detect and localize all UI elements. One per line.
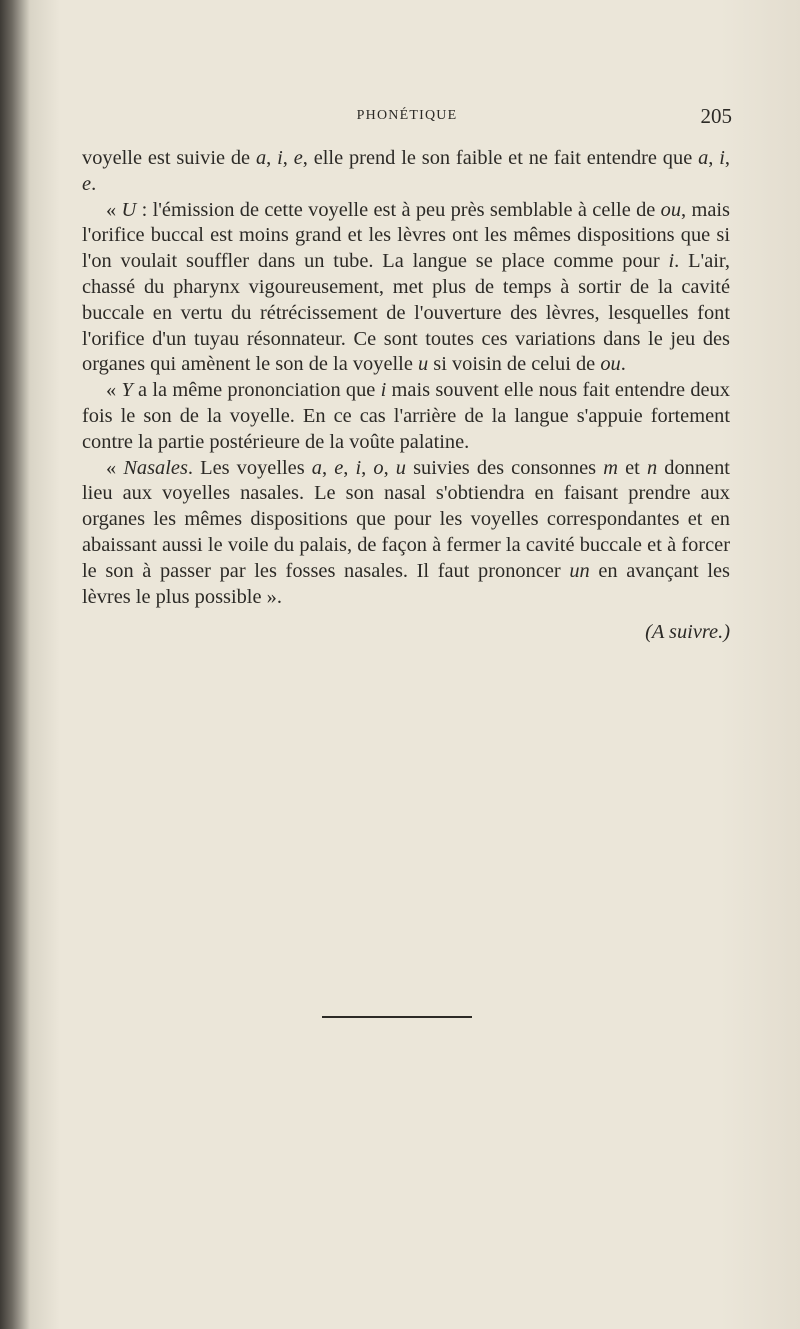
- page-header: [82, 104, 732, 132]
- to-be-continued: (A suivre.): [645, 621, 730, 644]
- paragraph-continuation: [82, 146, 730, 198]
- text-run: , mais l'orifice buccal est moins grand et les lèvres ont les mêmes dispositions que si l'on voulait souffler dans un tube. La langue se place comme pour: [82, 198, 730, 273]
- text-run: ,: [282, 147, 294, 169]
- text-run: ,: [383, 456, 396, 479]
- text-run: ,: [708, 147, 720, 169]
- text-run: voyelle est suivie de: [82, 147, 256, 169]
- vowel-e: e: [82, 172, 92, 195]
- quote-mark: «: [106, 198, 122, 221]
- vowel-a: a: [311, 456, 322, 479]
- paragraph-nasales: [82, 456, 730, 611]
- body-text: [82, 146, 730, 646]
- text-run: .: [91, 172, 97, 195]
- text-run: . Les voyelles: [187, 456, 312, 479]
- consonant-m: m: [603, 456, 618, 479]
- vowel-e: e: [334, 456, 344, 479]
- term-u: u: [417, 353, 429, 376]
- text-run: a la même prononciation que: [132, 379, 381, 402]
- text-run: : l'émission de cette voyelle est à peu près semblable à celle de: [136, 198, 661, 221]
- text-run: ,: [343, 456, 356, 479]
- term-i: i: [668, 250, 675, 273]
- vowel-i: i: [355, 456, 362, 479]
- text-run: suivies des consonnes: [405, 456, 604, 479]
- term-ou: ou: [600, 353, 621, 376]
- letter-u: U: [121, 198, 137, 221]
- letter-y: Y: [121, 379, 133, 402]
- page-number: 205: [700, 104, 732, 128]
- vowel-a: a: [255, 147, 267, 169]
- text-run: , elle prend le son faible et ne fait entendre que: [302, 147, 699, 169]
- vowel-o: o: [373, 456, 384, 479]
- text-run: ,: [321, 456, 335, 479]
- vowel-i: i: [277, 147, 283, 169]
- text-run: en avançant les lèvres le plus possible ».: [82, 559, 730, 608]
- term-ou: ou: [660, 198, 682, 221]
- section-title-nasales: Nasales: [123, 456, 188, 479]
- text-run: ,: [724, 147, 730, 169]
- text-run: donnent lieu aux voyelles nasales. Le son nasal s'obtiendra en faisant prendre aux organes les mêmes dispositions que pour les voyelles correspondantes et en abaissant aussi le voile du palais, de façon à fermer la cavité buccale et à forcer le son à passer par les fosses nasales. Il faut prononcer: [82, 456, 730, 582]
- text-run: mais souvent elle nous fait entendre deux fois le son de la voyelle. En ce cas l'arrière de la langue s'appuie fortement contre la partie postérieure de la voûte palatine.: [82, 379, 730, 453]
- text-run: ,: [266, 147, 278, 169]
- section-rule: [322, 1016, 472, 1018]
- text-run: et: [617, 456, 647, 479]
- quote-mark: «: [106, 456, 124, 479]
- text-run: . L'air, chassé du pharynx vigoureusement, met plus de temps à sortir de la cavité buccale en vertu du rétrécissement de l'ouverture des lèvres, lesquelles font l'orifice d'un tuyau résonnateur. Ce sont toutes ces variations dans le jeu des organes qui amènent le son de la voyelle: [82, 250, 730, 376]
- text-run: .: [620, 353, 626, 376]
- vowel-i: i: [719, 147, 725, 169]
- vowel-e: e: [293, 147, 303, 169]
- consonant-n: n: [646, 456, 658, 479]
- vowel-u: u: [395, 456, 406, 479]
- paragraph-u: [82, 198, 730, 379]
- text-run: ,: [361, 456, 374, 479]
- quote-mark: «: [106, 379, 122, 402]
- paragraph-y: [82, 378, 730, 455]
- running-title: PHONÉTIQUE: [356, 108, 458, 123]
- term-un: un: [569, 559, 590, 582]
- term-i: i: [380, 379, 387, 402]
- vowel-a: a: [698, 147, 709, 169]
- text-run: si voisin de celui de: [428, 353, 601, 376]
